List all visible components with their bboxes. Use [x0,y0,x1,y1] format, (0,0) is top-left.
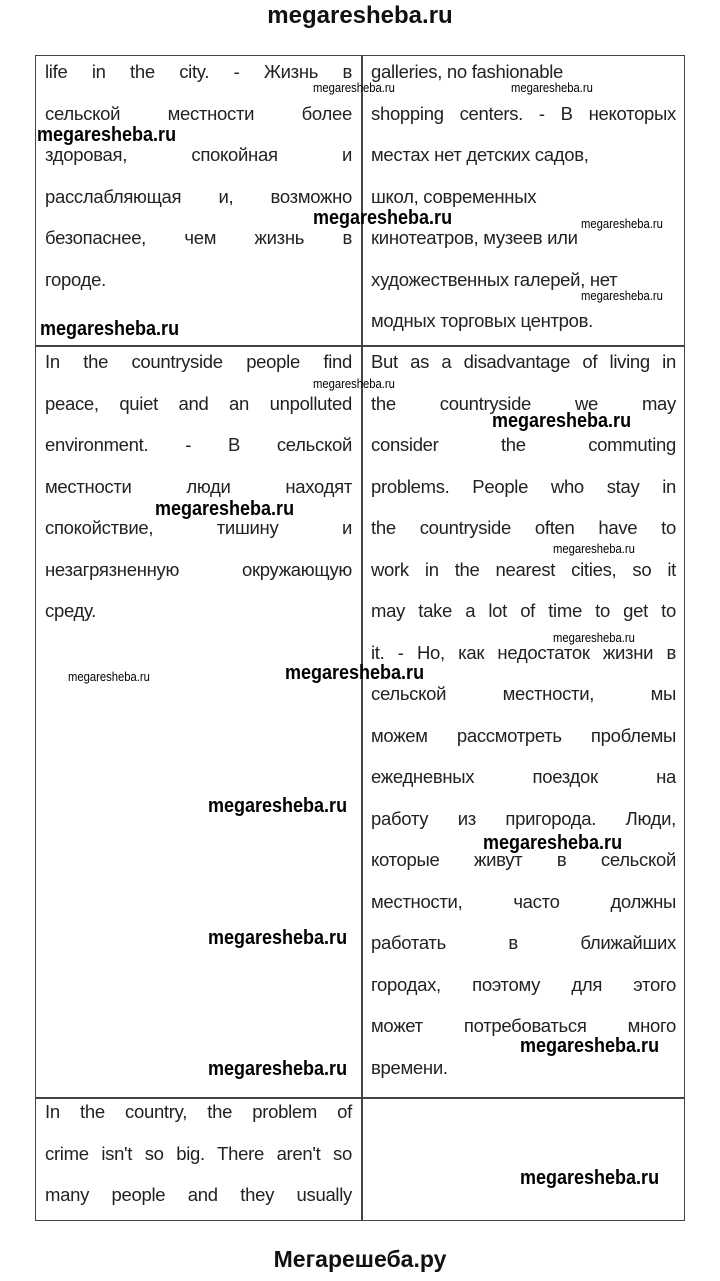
watermark: megaresheba.ru [208,927,348,949]
text-line: environment. - В сельской [45,434,352,455]
text-line: many people and they usually [45,1184,352,1205]
watermark: megaresheba.ru [68,670,150,684]
text-line: may take a lot of time to get to [371,600,676,621]
watermark: megaresheba.ru [40,318,180,340]
row-divider [35,345,685,347]
text-line: the countryside we may [371,392,676,414]
watermark: megaresheba.ru [37,124,177,146]
watermark: megaresheba.ru [313,81,395,95]
watermark: megaresheba.ru [581,217,663,231]
text-line: времени. [371,1056,448,1078]
text-line: работу из пригорода. Люди, [371,807,676,829]
text-line: среду. [45,600,96,621]
text-line: life in the city. - Жизнь в [45,61,352,82]
watermark: megaresheba.ru [208,1058,348,1080]
text-line: художественных галерей, нет [371,268,618,290]
text-line: In the countryside people find [45,351,352,372]
site-footer: Мегарешеба.ру [273,1246,447,1272]
text-line: может потребоваться много [371,1015,676,1036]
text-line: сельской местности, мы [371,683,676,704]
text-line: it. - Но, как недостаток жизни в [371,641,676,663]
text-line: расслабляющая и, возможно [45,185,352,207]
text-line: безопаснее, чем жизнь в [45,227,352,248]
watermark: megaresheba.ru [511,81,593,95]
watermark: megaresheba.ru [553,631,635,645]
text-line: работать в ближайших [371,932,676,953]
text-line: shopping centers. - В некоторых [371,102,676,124]
row-divider [35,1097,685,1099]
watermark: megaresheba.ru [313,207,453,229]
text-line: местах нет детских садов, [371,144,589,165]
watermark: megaresheba.ru [155,498,295,520]
watermark: megaresheba.ru [520,1035,660,1057]
text-line: galleries, no fashionable [371,61,564,82]
text-line: problems. People who stay in [371,475,676,497]
text-line: спокойствие, тишину и [45,517,352,538]
watermark: megaresheba.ru [285,662,425,684]
text-line: the countryside often have to [371,517,676,538]
text-line: незагрязненную окружающую [45,558,352,580]
text-line: ежедневных поездок на [371,766,676,787]
text-line: consider the commuting [371,434,676,455]
site-header: megaresheba.ru [267,2,453,29]
text-line: In the country, the problem of [45,1101,352,1122]
text-line: peace, quiet and an unpolluted [45,392,352,414]
text-line: местности, часто должны [371,890,676,912]
text-line: городах, поэтому для этого [371,973,676,995]
watermark: megaresheba.ru [313,377,395,391]
text-line: школ, современных [371,185,537,207]
text-line: кинотеатров, музеев или [371,227,578,248]
watermark: megaresheba.ru [208,795,348,817]
text-line: можем рассмотреть проблемы [371,724,676,746]
text-line: здоровая, спокойная и [45,144,352,165]
text-line: сельской местности более [45,102,352,124]
text-line: crime isn't so big. There aren't so [45,1142,352,1164]
text-line: модных торговых центров. [371,310,593,331]
watermark: megaresheba.ru [492,410,632,432]
watermark: megaresheba.ru [483,832,623,854]
text-line: But as a disadvantage of living in [371,351,676,372]
text-line: городе. [45,268,106,290]
watermark: megaresheba.ru [581,289,663,303]
watermark: megaresheba.ru [520,1167,660,1189]
watermark: megaresheba.ru [553,542,635,556]
text-line: которые живут в сельской [371,849,676,870]
text-line: work in the nearest cities, so it [371,558,676,580]
text-line: местности люди находят [45,475,352,497]
